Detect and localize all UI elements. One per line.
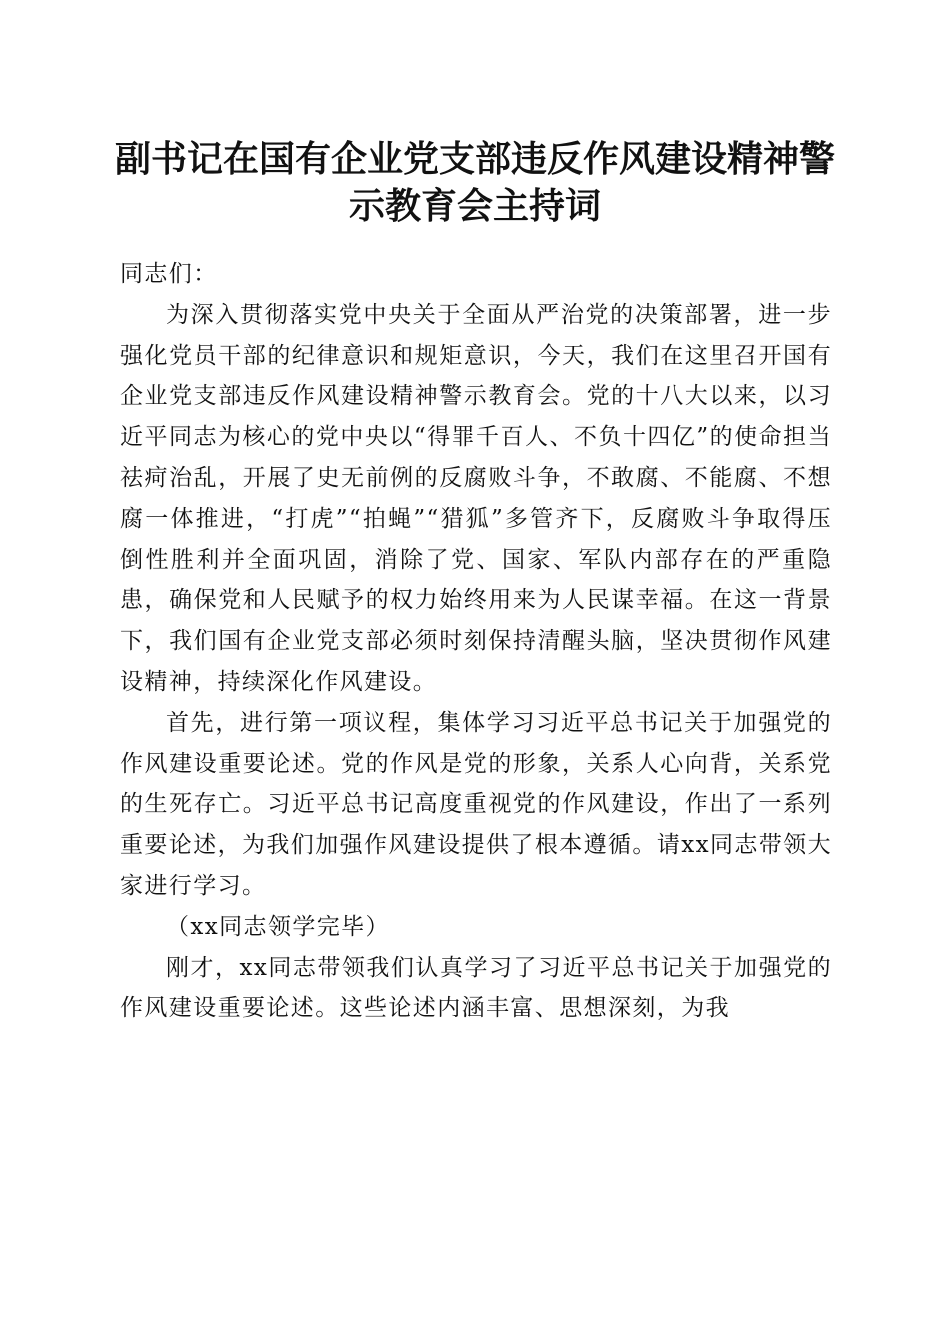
paragraph-4: 刚才，xx同志带领我们认真学习了习近平总书记关于加强党的作风建设重要论述。这些论述内涵丰富、思想深刻，为我 — [120, 954, 832, 1022]
paragraph-1: 为深入贯彻落实党中央关于全面从严治党的决策部署，进一步强化党员干部的纪律意识和规矩意识，今天，我们在这里召开国有企业党支部违反作风建设精神警示教育会。党的十八大以来，以习近平同志为核心的党中央以“得罪千百人、不负十四亿”的使命担当祛疴治乱，开展了史无前例的反腐败斗争，不敢腐、不能腐、不想腐一体推进，“打虎”“拍蝇”“猎狐”多管齐下，反腐败斗争取得压倒性胜利并全面巩固，消除了党、国家、军队内部存在的严重隐患，确保党和人民赋予的权力始终用来为人民谋幸福。在这一背景下，我们国有企业党支部必须时刻保持清醒头脑，坚决贯彻作风建设精神，持续深化作风建设。 — [120, 301, 832, 695]
document-body — [120, 254, 832, 1029]
paragraph-2: 首先，进行第一项议程，集体学习习近平总书记关于加强党的作风建设重要论述。党的作风是党的形象，关系人心向背，关系党的生死存亡。习近平总书记高度重视党的作风建设，作出了一系列重要论述，为我们加强作风建设提供了根本遵循。请xx同志带领大家进行学习。 — [120, 709, 832, 899]
document-title — [100, 136, 850, 230]
paragraph-3: （xx同志领学完毕） — [166, 913, 390, 940]
salutation: 同志们： — [120, 261, 218, 287]
title-line-2: 示教育会主持词 — [348, 185, 601, 227]
title-line-1: 副书记在国有企业党支部违反作风建设精神警 — [114, 138, 835, 180]
